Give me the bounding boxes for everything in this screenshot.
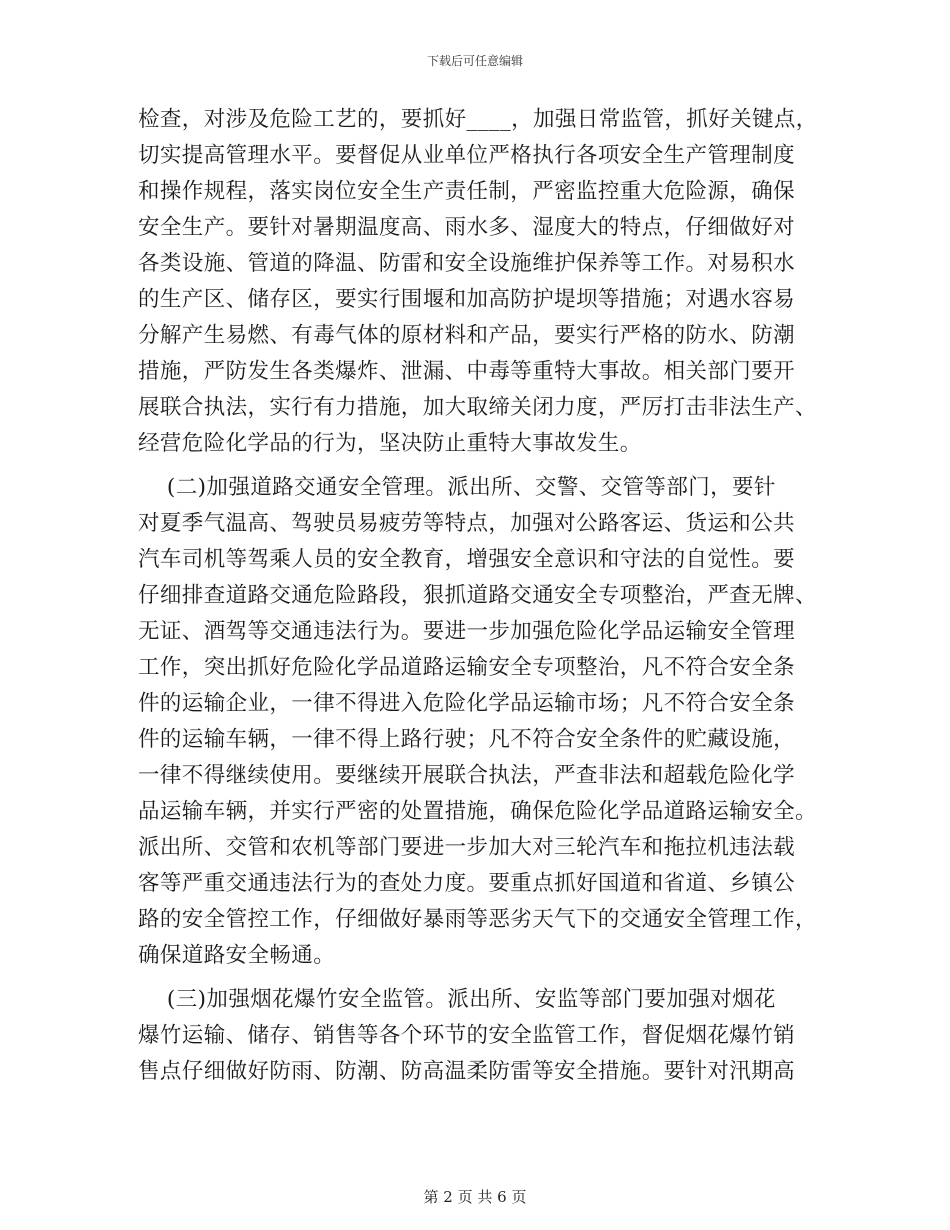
text-line: 安全生产。要针对暑期温度高、雨水多、湿度大的特点，仔细做好对: [138, 215, 796, 240]
text-line: 件的运输企业，一律不得进入危险化学品运输市场；凡不符合安全条: [138, 691, 796, 716]
text-line: 工作，突出抓好危险化学品道路运输安全专项整治，凡不符合安全条: [138, 655, 796, 680]
text-line: 展联合执法，实行有力措施，加大取缔关闭力度，严厉打击非法生产、: [138, 395, 817, 420]
paragraph-gap: [138, 974, 814, 982]
text-line: 确保道路安全畅通。: [138, 943, 336, 968]
text-line: 品运输车辆，并实行严密的处置措施，确保危险化学品道路运输安全。: [138, 799, 817, 824]
page-footer: 第 2 页 共 6 页: [423, 1188, 527, 1206]
text-line: 派出所、交管和农机等部门要进一步加大对三轮汽车和拖拉机违法载: [138, 835, 796, 860]
text-line: 售点仔细做好防雨、防潮、防高温柔防雷等安全措施。要针对汛期高: [138, 1059, 796, 1084]
text-line: 切实提高管理水平。要督促从业单位严格执行各项安全生产管理制度: [138, 143, 796, 168]
text-line: 爆竹运输、储存、销售等各个环节的安全监管工作，督促烟花爆竹销: [138, 1023, 796, 1048]
text-line: 仔细排查道路交通危险路段，狠抓道路交通安全专项整治，严查无牌、: [138, 583, 817, 608]
text-line: 一律不得继续使用。要继续开展联合执法，严查非法和超载危险化学: [138, 763, 796, 788]
text-line: 汽车司机等驾乘人员的安全教育，增强安全意识和守法的自觉性。要: [138, 547, 796, 572]
text-line: 经营危险化学品的行为，坚决防止重特大事故发生。: [138, 431, 642, 456]
text-line: 和操作规程，落实岗位安全生产责任制，严密监控重大危险源，确保: [138, 179, 796, 204]
text-line: 的生产区、储存区，要实行围堰和加高防护堤坝等措施；对遇水容易: [138, 287, 796, 312]
text-line: 分解产生易燃、有毒气体的原材料和产品，要实行严格的防水、防潮: [138, 323, 796, 348]
text-line: 件的运输车辆，一律不得上路行驶；凡不符合安全条件的贮藏设施，: [138, 727, 796, 752]
text-line: 路的安全管控工作，仔细做好暴雨等恶劣天气下的交通安全管理工作，: [138, 907, 817, 932]
document-body: [138, 102, 818, 1090]
text-line: 各类设施、管道的降温、防雷和安全设施维护保养等工作。对易积水: [138, 251, 796, 276]
text-line: 措施，严防发生各类爆炸、泄漏、中毒等重特大事故。相关部门要开: [138, 359, 796, 384]
text-line: 检查，对涉及危险工艺的，要抓好____，加强日常监管，抓好关键点，: [138, 107, 818, 132]
text-line: 客等严重交通违法行为的查处力度。要重点抓好国道和省道、乡镇公: [138, 871, 796, 896]
text-line: 对夏季气温高、驾驶员易疲劳等特点，加强对公路客运、货运和公共: [138, 511, 796, 536]
text-line: 无证、酒驾等交通违法行为。要进一步加强危险化学品运输安全管理: [138, 619, 796, 644]
paragraph-heading-line: (三)加强烟花爆竹安全监管。派出所、安监等部门要加强对烟花: [138, 987, 776, 1012]
page-header: 下载后可任意编辑: [426, 54, 523, 68]
paragraph-heading-line: (二)加强道路交通安全管理。派出所、交警、交管等部门，要针: [138, 475, 776, 500]
paragraph-gap: [138, 462, 814, 470]
